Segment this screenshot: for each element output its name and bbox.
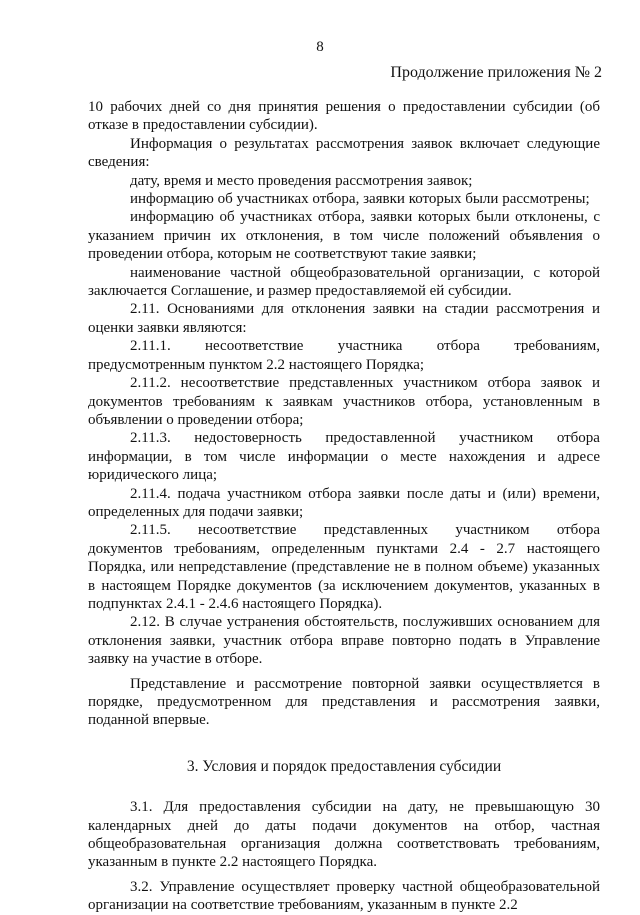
item-word: 2.11.1. <box>130 338 171 355</box>
item-word: участником <box>455 522 530 539</box>
appendix-continuation: Продолжение приложения № 2 <box>390 64 602 81</box>
paragraph: 2.11. Основаниями для отклонения заявки на стадии рассмотрения и оценки заявки являются: <box>88 301 600 336</box>
item-word: предоставленной <box>325 430 436 447</box>
paragraph: Информация о результатах рассмотрения заявок включает следующие сведения: <box>88 135 600 171</box>
item-word: участником <box>459 430 534 447</box>
paragraph: предусмотренным пунктом 2.2 настоящего Порядка; <box>88 356 425 373</box>
item-first-line <box>88 429 600 447</box>
paragraph: документов требованиям, определенным пунктами 2.4 - 2.7 настоящего Порядка, или непредставление (представление не в полном объеме) указанных в настоящем Порядке документов (за исключением документов, указанных в подпунктах 2.4.1 - 2.4.6 настоящего Порядка). <box>88 540 600 612</box>
paragraph: 10 рабочих дней со дня принятия решения о предоставлении субсидии (об отказе в предоставлении субсидии). <box>88 99 600 134</box>
item-word: требованиям, <box>514 338 600 355</box>
paragraph: информацию об участниках отбора, заявки которых были рассмотрены; <box>130 191 590 208</box>
paragraph: наименование частной общеобразовательной организации, с которой заключается Соглашение, и размер предоставляемой ей субсидии. <box>88 264 600 300</box>
item-word: представленных <box>323 522 429 539</box>
item-first-line <box>88 337 600 355</box>
item-word: несоответствие <box>197 522 297 539</box>
section-heading: 3. Условия и порядок предоставления субсидии <box>186 757 502 775</box>
paragraph: 2.11.4. подача участником отбора заявки после даты и (или) времени, определенных для подачи заявки; <box>88 485 600 520</box>
item-word: 2.11.3. <box>130 430 171 447</box>
item-word: участника <box>337 338 403 355</box>
paragraph: 2.11.2. несоответствие представленных участником отбора заявок и документов требованиям к заявкам участников отбора, установленным в объявлении о проведении отбора; <box>88 375 600 428</box>
item-word: недостоверность <box>194 430 302 447</box>
paragraph: Представление и рассмотрение повторной заявки осуществляется в порядке, предусмотренном для представления и рассмотрения заявки, поданной впервые. <box>88 675 600 729</box>
paragraph: информацию об участниках отбора, заявки которых были отклонены, с указанием причин их отклонения, в том числе положений объявления о проведении отбора, которым не соответствуют такие заявки; <box>88 209 600 263</box>
item-first-line <box>88 521 600 539</box>
item-word: несоответствие <box>205 338 304 355</box>
item-word: отбора <box>436 338 480 355</box>
item-word: отбора <box>556 522 600 539</box>
paragraph: информации, в том числе информации о месте нахождения и адресе юридического лица; <box>88 448 600 484</box>
page-number: 8 <box>316 39 324 55</box>
item-word: отбора <box>556 430 600 447</box>
paragraph: 3.2. Управление осуществляет проверку частной общеобразовательной организации на соответствие требованиям, указанным в пункте 2.2 <box>88 878 600 914</box>
document-body <box>88 98 600 915</box>
paragraph: 2.12. В случае устранения обстоятельств, послуживших основанием для отклонения заявки, участник отбора вправе повторно подать в Управление заявку на участие в отборе. <box>88 614 600 668</box>
paragraph: дату, время и место проведения рассмотрения заявок; <box>130 172 473 189</box>
item-word: 2.11.5. <box>130 522 171 539</box>
paragraph: 3.1. Для предоставления субсидии на дату, не превышающую 30 календарных дней до даты подачи документов на отбор, частная общеобразовательная организация должна соответствовать требованиям, указанным в пункте 2.2 настоящего Порядка. <box>88 799 600 871</box>
